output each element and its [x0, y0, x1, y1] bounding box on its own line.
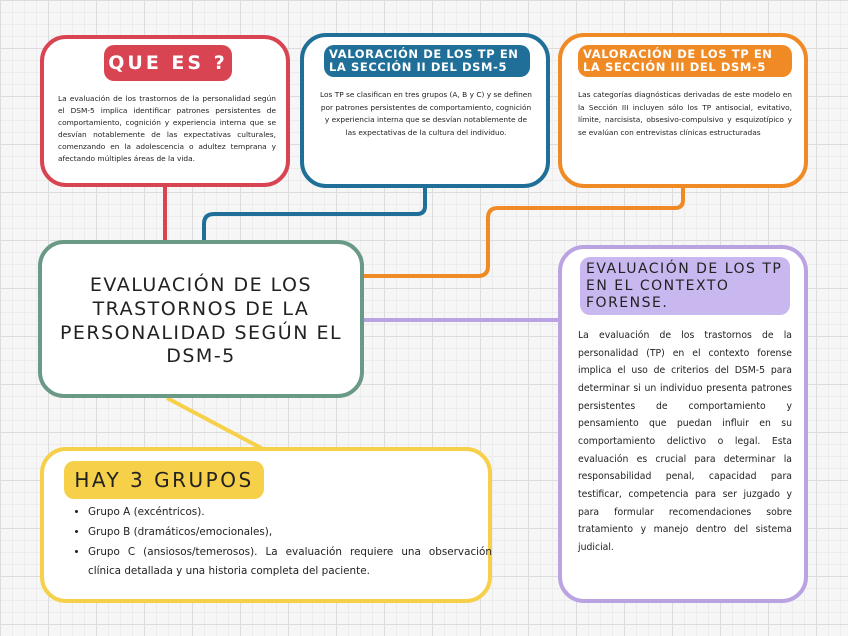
seccion-iii-card	[558, 33, 808, 188]
forense-card	[558, 245, 808, 603]
seccion-iii-text: Las categorías diagnósticas derivadas de este modelo en la Sección III incluyen sólo los TP antisocial, evitativo, límite, narcisista, obsesivo-compulsivo y esquizotípico y se evalúan con entrevistas clínicas estructuradas	[578, 90, 792, 137]
seccion-ii-title: VALORACIÓN DE LOS TP EN LA SECCIÓN II DEL DSM-5	[324, 45, 530, 77]
list-item: • Grupo C (ansiosos/temerosos). La evaluación requiere una observación clínica detallada y una historia completa del paciente.	[88, 543, 492, 583]
grupos-list	[74, 503, 492, 582]
seccion-ii-card	[300, 33, 550, 188]
central-node	[38, 240, 364, 398]
link-grupos	[167, 398, 263, 449]
list-item: • Grupo A (excéntricos).	[88, 503, 492, 523]
grupos-card	[40, 447, 492, 603]
list-item: • Grupo B (dramáticos/emocionales),	[88, 523, 492, 543]
grupos-title: HAY 3 GRUPOS	[64, 461, 264, 499]
que-es-card	[40, 35, 290, 187]
forense-text: La evaluación de los trastornos de la personalidad (TP) en el contexto forense implica el uso de criterios del DSM-5 para determinar si un individuo presenta patrones persistentes de comportamiento y pensamiento que puedan influir en su comportamiento delictivo o legal. Esta evaluación es crucial para determinar la responsabilidad penal, capacidad para testificar, competencia para ser juzgado y para formular recomendaciones sobre tratamiento y manejo dentro del sistema judicial.	[578, 330, 792, 553]
link-sec2	[204, 188, 425, 242]
central-title: EVALUACIÓN DE LOS TRASTORNOS DE LA PERSONALIDAD SEGÚN EL DSM-5	[59, 274, 343, 368]
forense-title: EVALUACIÓN DE LOS TP EN EL CONTEXTO FORENSE.	[580, 257, 790, 315]
seccion-iii-title: VALORACIÓN DE LOS TP EN LA SECCIÓN III DEL DSM-5	[578, 45, 792, 77]
que-es-text: La evaluación de los trastornos de la personalidad según el DSM-5 implica identificar patrones persistentes de comportamiento, cognición y experiencia interna que se desvían notablemente de las expectativas culturales, comenzando en la adolescencia o adultez temprana y afectando múltiples áreas de la vida.	[58, 94, 276, 163]
seccion-ii-text: Los TP se clasifican en tres grupos (A, B y C) y se definen por patrones persistentes de comportamiento, cognición y experiencia interna que se desvían notablemente de las expectativas de la cultura del individuo.	[320, 90, 532, 137]
que-es-title: QUE ES ?	[104, 45, 232, 81]
